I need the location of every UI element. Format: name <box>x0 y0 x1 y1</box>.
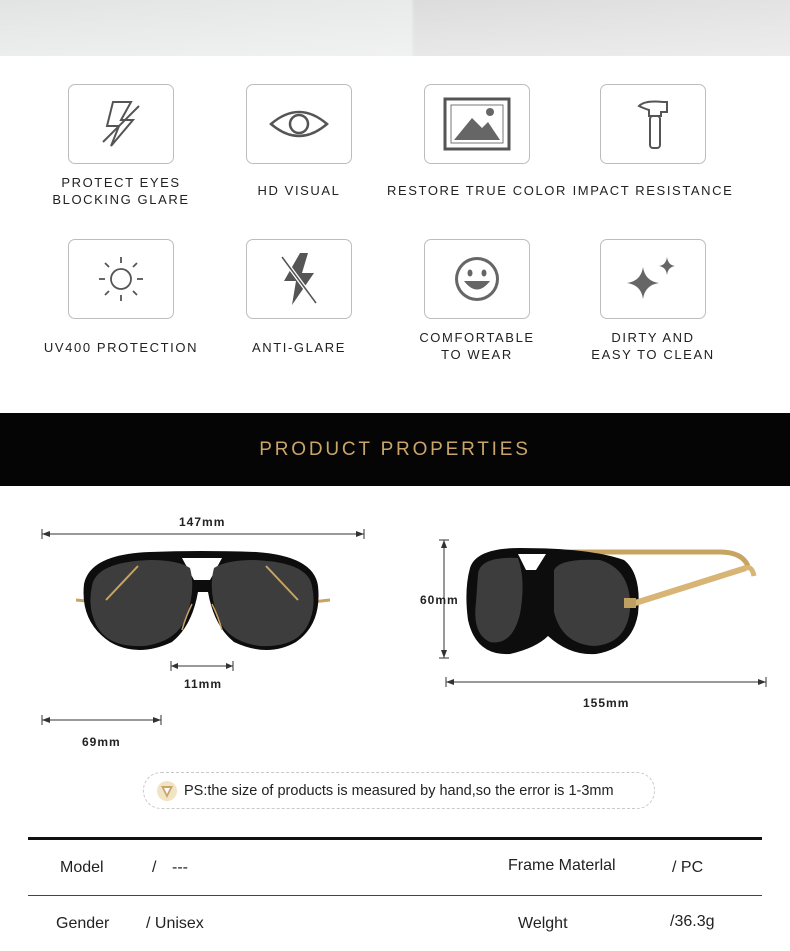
dimension-total-width: 147mm <box>179 515 226 529</box>
v-badge-icon <box>156 780 178 802</box>
feature-icon-box <box>246 239 352 319</box>
feature-label: UV400 PROTECTION <box>43 340 199 355</box>
frame-material-value: / PC <box>672 858 704 876</box>
feature-icon-box <box>600 84 706 164</box>
feature-label: COMFORTABLE TO WEAR <box>419 330 535 362</box>
banner-title: PRODUCT PROPERTIES <box>259 438 531 460</box>
feature-label: IMPACT RESISTANCE <box>572 183 734 198</box>
feature-icon-box <box>424 239 530 319</box>
feature-impact-resistance <box>558 84 748 199</box>
measurement-note <box>143 772 655 809</box>
feature-label: PROTECT EYES BLOCKING GLARE <box>52 175 190 207</box>
feature-label: DIRTY AND EASY TO CLEAN <box>591 330 715 362</box>
feature-hd-visual <box>204 84 394 199</box>
feature-restore-true-color <box>382 84 572 199</box>
feature-label: ANTI-GLARE <box>251 340 346 355</box>
eye-icon <box>267 102 331 146</box>
product-properties-banner <box>0 413 790 486</box>
weight-value: /36.3g <box>670 912 715 930</box>
model-separator: / <box>152 858 157 876</box>
feature-protect-eyes <box>26 84 216 208</box>
feature-icon-box <box>424 84 530 164</box>
dimension-temple-length: 155mm <box>583 696 630 710</box>
feature-icon-box <box>68 84 174 164</box>
model-value: --- <box>172 858 188 876</box>
frame-material-label: Frame Materlal <box>508 856 616 874</box>
lightning-crossed-icon <box>274 249 324 309</box>
sun-icon <box>96 254 146 304</box>
specs-row-model <box>28 840 762 895</box>
feature-uv400 <box>26 239 216 356</box>
gender-label: Gender <box>56 914 110 932</box>
specs-row-gender <box>28 896 762 951</box>
lightning-icon <box>91 94 151 154</box>
feature-label: RESTORE TRUE COLOR <box>386 183 567 198</box>
smiley-icon <box>452 254 502 304</box>
feature-icon-box <box>246 84 352 164</box>
model-label: Model <box>60 858 104 876</box>
feature-anti-glare <box>204 239 394 356</box>
note-text: PS:the size of products is measured by hand,so the error is 1-3mm <box>184 782 614 799</box>
hammer-icon <box>633 96 673 152</box>
feature-easy-clean <box>558 239 748 363</box>
dimension-height: 60mm <box>420 593 459 607</box>
weight-label: Welght <box>518 914 568 932</box>
feature-label: HD VISUAL <box>257 183 341 198</box>
sparkle-icon <box>623 249 683 309</box>
top-background-strip <box>0 0 790 56</box>
gender-value: / Unisex <box>146 914 204 932</box>
glasses-front-view <box>0 500 400 760</box>
feature-icon-box <box>600 239 706 319</box>
specs-table <box>28 837 762 951</box>
feature-comfortable <box>382 239 572 363</box>
dimension-lens-width: 69mm <box>82 735 121 749</box>
dimension-bridge: 11mm <box>184 677 223 691</box>
feature-icon-box <box>68 239 174 319</box>
image-icon <box>442 96 512 152</box>
glasses-side-view <box>410 530 790 710</box>
